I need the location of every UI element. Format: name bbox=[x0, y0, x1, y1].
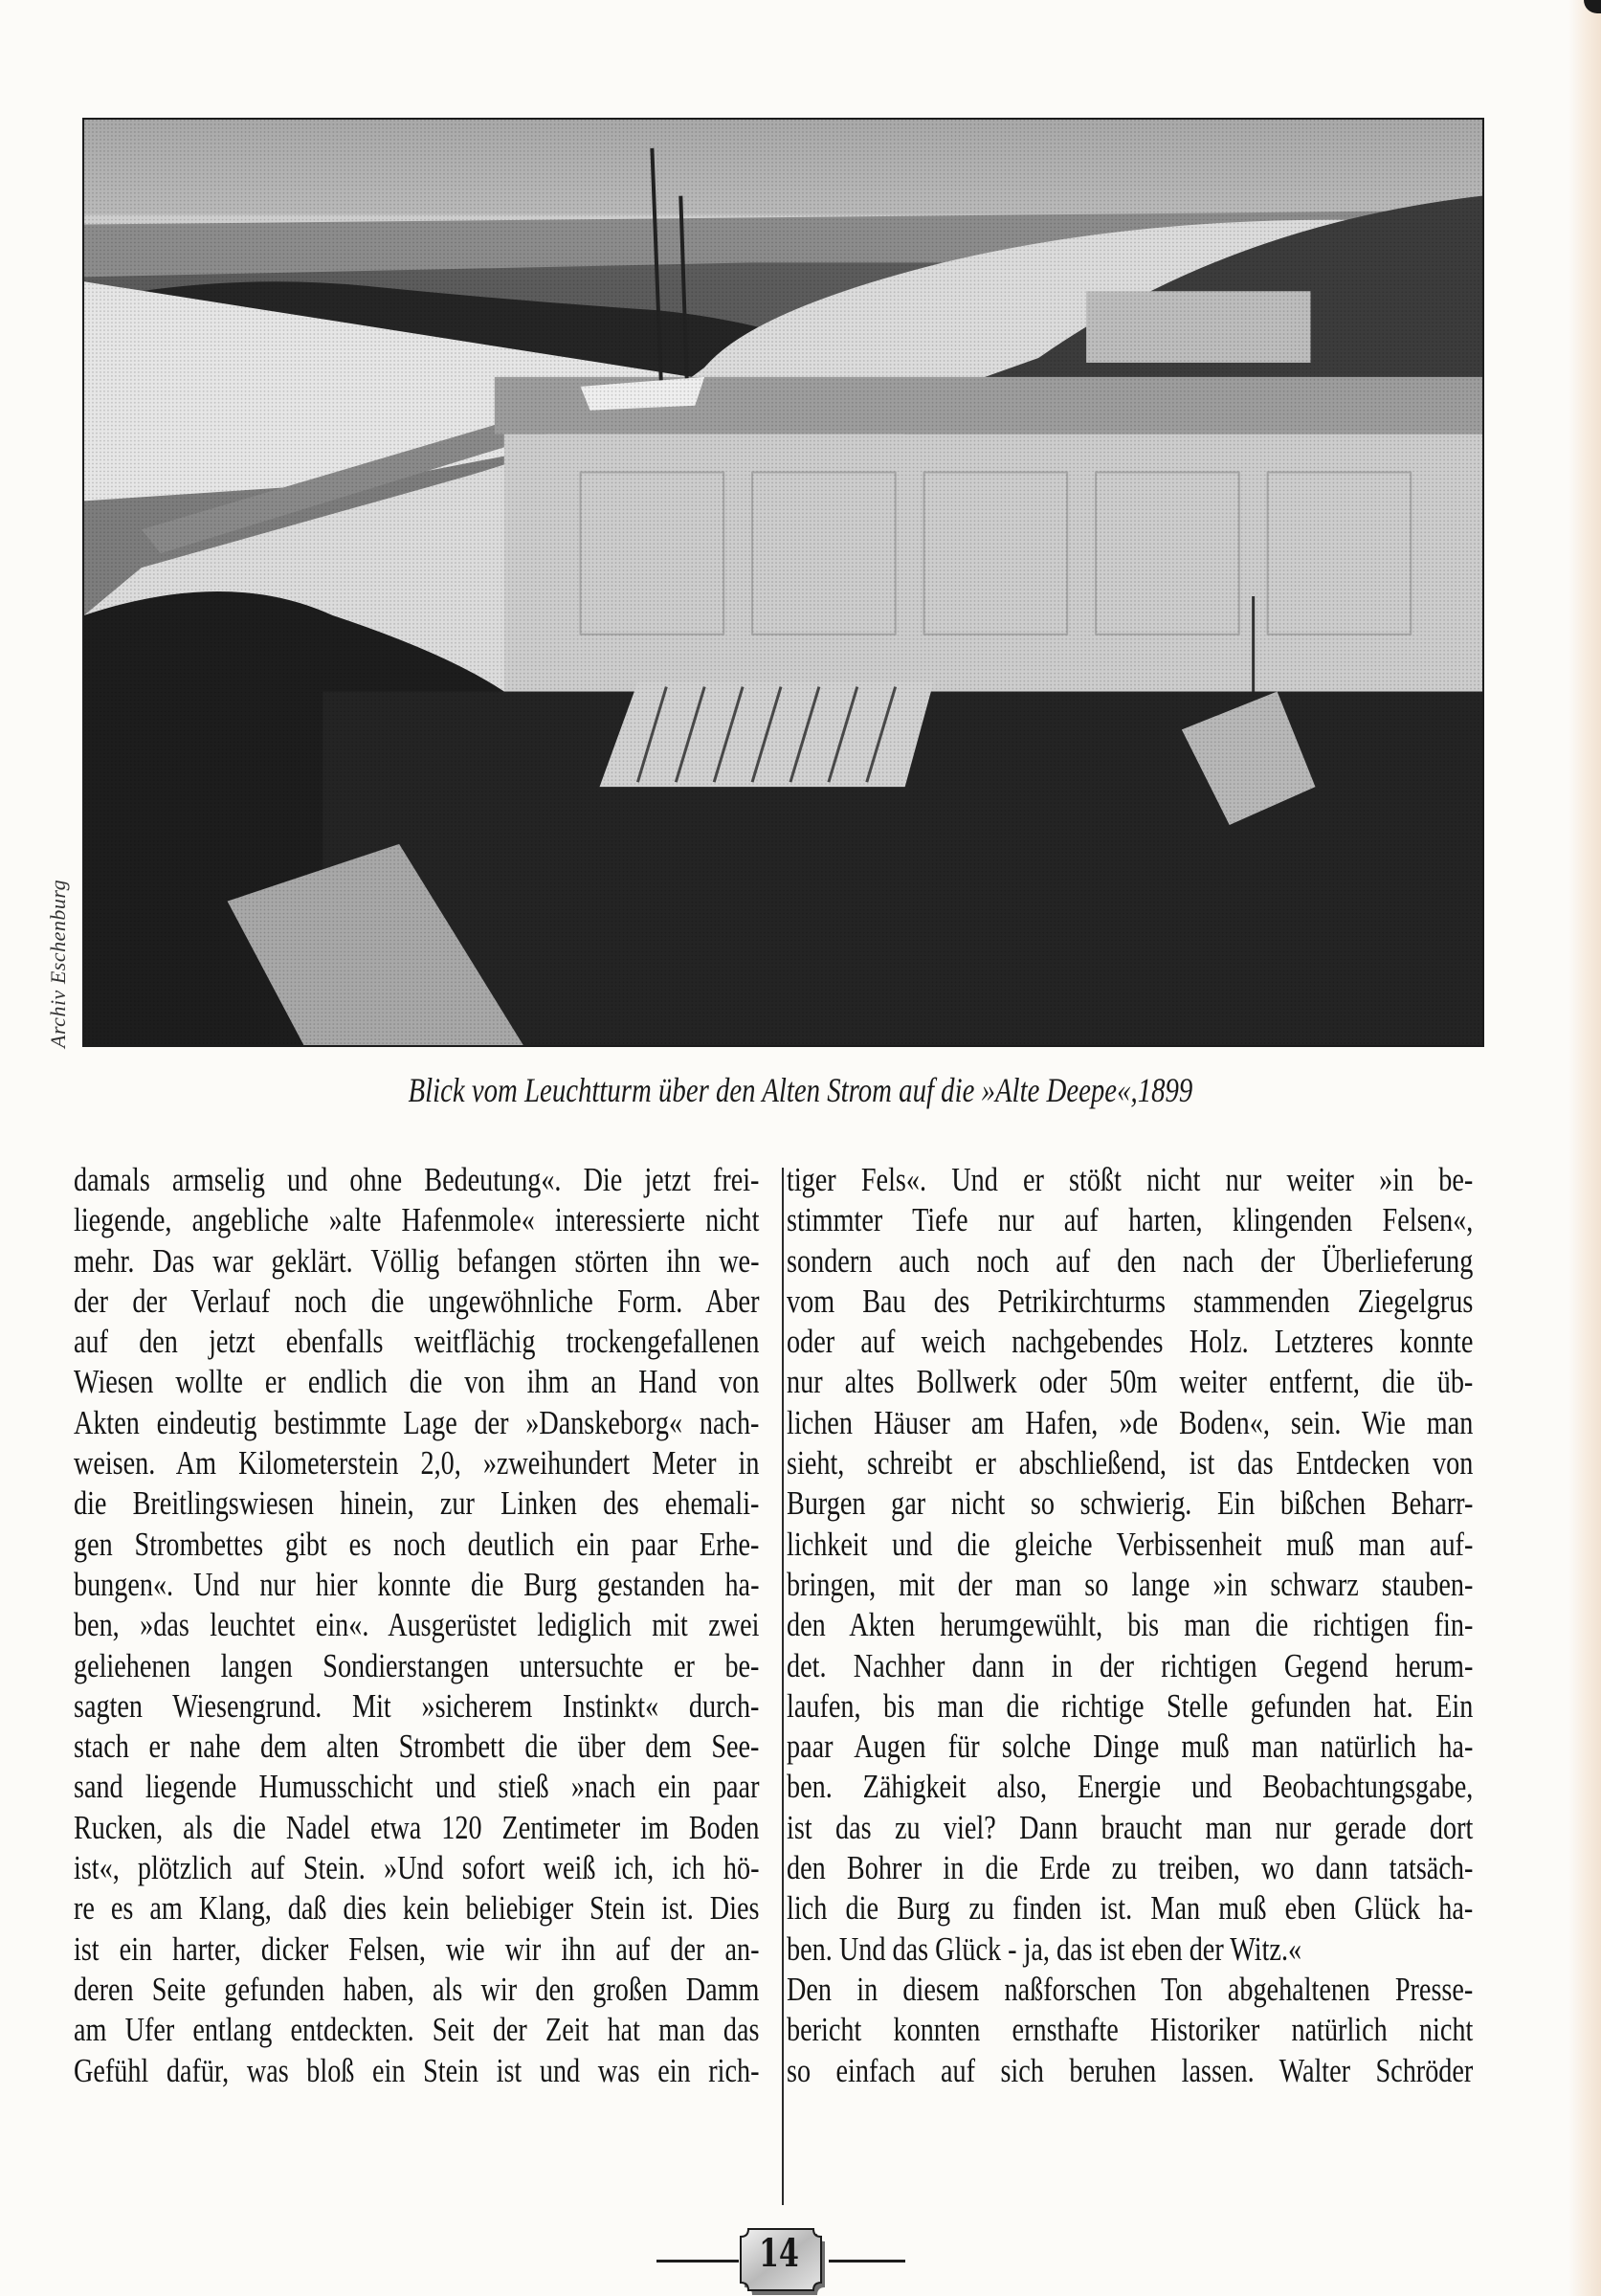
column-divider bbox=[782, 1168, 784, 2205]
text-line: Akten eindeutig bestimmte Lage der »Danskeborg« nach- bbox=[74, 1403, 760, 1441]
text-line: stach er nahe dem alten Strombett die über dem See- bbox=[74, 1728, 760, 1766]
text-line: ist«, plötzlich auf Stein. »Und sofort weiß ich, ich hö- bbox=[74, 1849, 760, 1887]
text-line: bericht konnten ernsthafte Historiker natürlich nicht bbox=[787, 2011, 1474, 2049]
text-line: sagten Wiesengrund. Mit »sicherem Instinkt« durch- bbox=[74, 1686, 760, 1725]
photo-caption bbox=[0, 1069, 1601, 1111]
text-line: den Akten herumgewühlt, bis man die richtigen fin- bbox=[787, 1606, 1474, 1644]
text-line: ben, »das leuchtet ein«. Ausgerüstet lediglich mit zwei bbox=[74, 1606, 760, 1644]
text-line: det. Nachher dann in der richtigen Gegend herum- bbox=[787, 1646, 1474, 1684]
text-line: die Breitlingswiesen hinein, zur Linken des ehemali- bbox=[74, 1484, 760, 1523]
text-line: stimmter Tiefe nur auf harten, klingenden Felsen«, bbox=[787, 1201, 1474, 1239]
text-line: lichkeit und die gleiche Verbissenheit muß man auf- bbox=[787, 1525, 1474, 1563]
text-line: re es am Klang, daß dies kein beliebiger Stein ist. Dies bbox=[74, 1889, 760, 1928]
text-line: paar Augen für solche Dinge muß man natürlich ha- bbox=[787, 1728, 1474, 1766]
caption-text: Blick vom Leuchtturm über den Alten Strom auf die »Alte Deepe«,1899 bbox=[408, 1071, 1193, 1109]
historic-photo bbox=[82, 118, 1484, 1047]
text-line: liegende, angebliche »alte Hafenmole« interessierte nicht bbox=[74, 1201, 760, 1239]
text-line: ist ein harter, dicker Felsen, wie wir ihn auf der an- bbox=[74, 1929, 760, 1968]
page-number-rule-left bbox=[656, 2260, 739, 2263]
text-line: Gefühl dafür, was bloß ein Stein ist und was ein rich- bbox=[74, 2051, 760, 2089]
page-number: 14 bbox=[759, 2231, 799, 2276]
text-line: oder auf weich nachgebendes Holz. Letzteres konnte bbox=[787, 1323, 1474, 1361]
text-column-left bbox=[74, 1160, 759, 2091]
text-line: sondern auch noch auf den nach der Überlieferung bbox=[787, 1241, 1474, 1280]
page-number-badge bbox=[737, 2225, 825, 2290]
text-line: am Ufer entlang entdeckten. Seit der Zeit hat man das bbox=[74, 2011, 760, 2049]
text-line: damals armselig und ohne Bedeutung«. Die jetzt frei- bbox=[74, 1161, 760, 1198]
text-line: der der Verlauf noch die ungewöhnliche Form. Aber bbox=[74, 1282, 760, 1320]
text-line: sieht, schreibt er abschließend, ist das Entdecken von bbox=[787, 1444, 1474, 1482]
text-line: tiger Fels«. Und er stößt nicht nur weiter »in be- bbox=[787, 1161, 1474, 1198]
page-edge-shadow bbox=[1568, 0, 1601, 2296]
text-line: lich die Burg zu finden ist. Man muß eben Glück ha- bbox=[787, 1889, 1474, 1928]
text-line: bungen«. Und nur hier konnte die Burg gestanden ha- bbox=[74, 1565, 760, 1603]
text-line: Burgen gar nicht so schwierig. Ein bißchen Beharr- bbox=[787, 1484, 1474, 1523]
text-line: ist das zu viel? Dann braucht man nur gerade dort bbox=[787, 1808, 1474, 1846]
text-line: deren Seite gefunden haben, als wir den großen Damm bbox=[74, 1970, 760, 2008]
text-line: gen Strombettes gibt es noch deutlich ein paar Erhe- bbox=[74, 1525, 760, 1563]
text-line: auf den jetzt ebenfalls weitflächig trockengefallenen bbox=[74, 1323, 760, 1361]
text-line: ben. Zähigkeit also, Energie und Beobachtungsgabe, bbox=[787, 1768, 1474, 1806]
text-line: mehr. Das war geklärt. Völlig befangen störten ihn we- bbox=[74, 1241, 760, 1280]
harbor-photo-illustration bbox=[84, 120, 1482, 1045]
text-line: Den in diesem naßforschen Ton abgehaltenen Presse- bbox=[787, 1970, 1474, 2008]
text-line: bringen, mit der man so lange »in schwarz stauben- bbox=[787, 1565, 1474, 1603]
text-column-right bbox=[787, 1160, 1473, 2091]
text-line: laufen, bis man die richtige Stelle gefunden hat. Ein bbox=[787, 1686, 1474, 1725]
text-line: ben. Und das Glück - ja, das ist eben der Witz.« bbox=[787, 1929, 1302, 1968]
text-line: den Bohrer in die Erde zu treiben, wo dann tatsäch- bbox=[787, 1849, 1474, 1887]
text-line: so einfach auf sich beruhen lassen. Walter Schröder bbox=[787, 2051, 1474, 2089]
halftone-overlay bbox=[84, 120, 1482, 1045]
text-line: nur altes Bollwerk oder 50m weiter entfernt, die üb- bbox=[787, 1363, 1474, 1401]
text-line: geliehenen langen Sondierstangen untersuchte er be- bbox=[74, 1646, 760, 1684]
photo-credit: Archiv Eschenburg bbox=[46, 879, 70, 1048]
text-line: weisen. Am Kilometerstein 2,0, »zweihundert Meter in bbox=[74, 1444, 760, 1482]
page-number-rule-right bbox=[829, 2260, 905, 2263]
text-line: Rucken, als die Nadel etwa 120 Zentimeter im Boden bbox=[74, 1808, 760, 1846]
text-line: sand liegende Humusschicht und stieß »nach ein paar bbox=[74, 1768, 760, 1806]
text-line: lichen Häuser am Hafen, »de Boden«, sein. Wie man bbox=[787, 1403, 1474, 1441]
text-line: vom Bau des Petrikirchturms stammenden Ziegelgrus bbox=[787, 1282, 1474, 1320]
text-line: Wiesen wollte er endlich die von ihm an Hand von bbox=[74, 1363, 760, 1401]
